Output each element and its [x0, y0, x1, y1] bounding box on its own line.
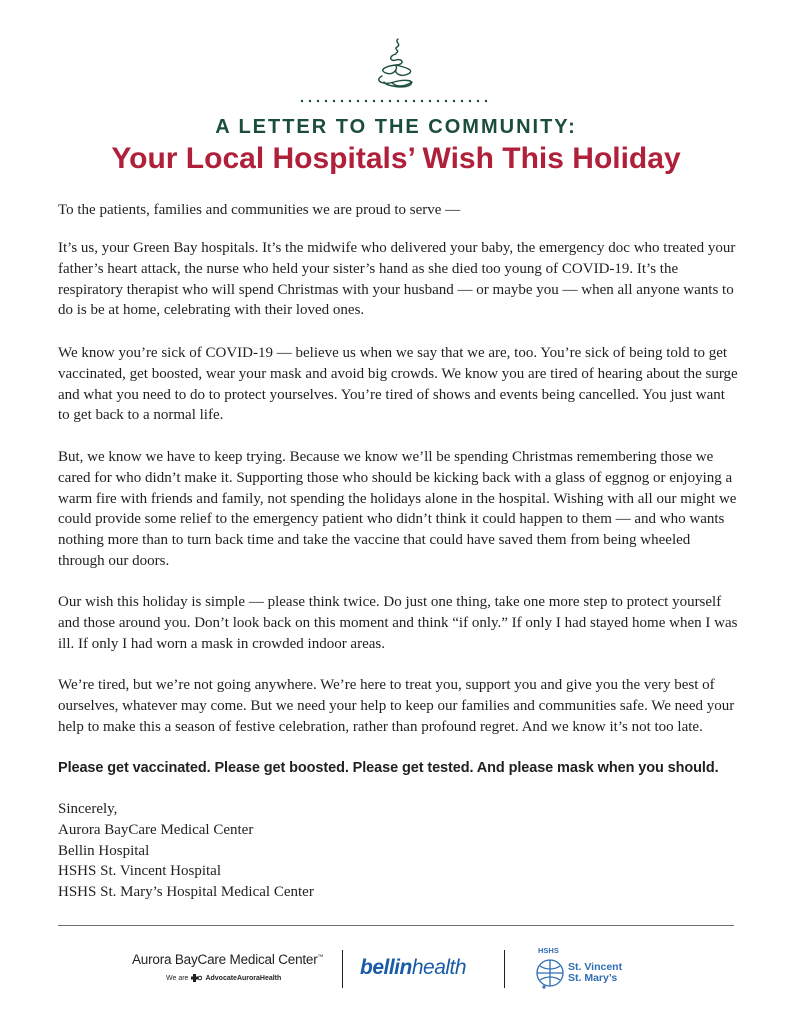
hshs-globe-cross-icon — [534, 956, 566, 990]
logo-separator — [342, 950, 343, 988]
advocate-aurora-cross-icon — [191, 974, 202, 982]
bellin-logo-part2: health — [411, 956, 467, 979]
footer-divider — [58, 925, 734, 926]
paragraph-2: We know you’re sick of COVID-19 — believe us when we say that we are, too. You’re sick of being told to get vaccinated, get boosted, wear your mask and avoid big crowds. We know you are tired of hearing about the surge and what you need to do to protect yourselves. You’re tired of shows and events being cancelled. You just want to get back to a normal life. — [58, 345, 738, 424]
logo-separator — [504, 950, 505, 988]
bellin-logo-part1: bellin — [360, 956, 412, 979]
dotted-divider — [300, 96, 492, 106]
signatory: Aurora BayCare Medical Center — [58, 821, 254, 838]
hshs-label: HSHS — [538, 946, 559, 955]
signatory: HSHS St. Vincent Hospital — [58, 863, 222, 880]
paragraph-1: It’s us, your Green Bay hospitals. It’s the midwife who delivered your baby, the emergency doc who treated your father’s heart attack, the nurse who held your sister’s hand as she died too young of COVID-19. It’s the respiratory therapist who will spend Christmas with your husband — or maybe you — when all anyone wants to do is be at home, celebrating with their loved ones. — [58, 240, 736, 319]
salutation: To the patients, families and communities we are proud to serve — — [58, 202, 461, 218]
call-to-action: Please get vaccinated. Please get boosted. Please get tested. And please mask when you should. — [58, 760, 719, 776]
paragraph-5: We’re tired, but we’re not going anywhere. We’re here to treat you, support you and give you the very best of ourselves, whatever may come. But we need your help to keep our families and communities safe. We need your help to make this a season of festive celebration, rather than profound regret. And we know it’s not too late. — [58, 677, 735, 735]
hshs-line2: St. Mary’s — [568, 972, 618, 984]
hshs-line1: St. Vincent — [568, 961, 623, 973]
aurora-baycare-logo — [130, 950, 330, 990]
aurora-logo-brand: AdvocateAuroraHealth — [205, 974, 282, 982]
letter-kicker: A LETTER TO THE COMMUNITY: — [215, 116, 577, 138]
tree-ornament-icon — [364, 36, 428, 92]
aurora-logo-prefix: We are — [166, 974, 189, 982]
signatory: Bellin Hospital — [58, 842, 150, 859]
aurora-logo-name: Aurora BayCare Medical Center — [132, 952, 318, 967]
letter-headline: Your Local Hospitals’ Wish This Holiday — [111, 142, 681, 175]
aurora-logo-tm: ™ — [317, 954, 324, 961]
paragraph-3: But, we know we have to keep trying. Because we know we’ll be spending Christmas remembering those we cared for who didn’t make it. Supporting those who should be kicking back with a glass of eggnog or enjoying a warm fire with friends and family, not spending the holidays alone in the hospital. Wishing with all our might we could provide some relief to the emergency patient who didn’t think it could happen to them — and who wants nothing more than to turn back time and take the vaccine that could have saved them from being wheeled through our doors. — [58, 449, 737, 569]
hshs-logo — [532, 946, 642, 992]
signatory: HSHS St. Mary’s Hospital Medical Center — [58, 884, 314, 901]
closing: Sincerely, — [58, 801, 118, 817]
bellin-health-logo — [360, 956, 466, 980]
paragraph-4: Our wish this holiday is simple — please think twice. Do just one thing, take one more step to protect yourself and those around you. Don’t look back on this moment and think “if only.” If only I had stayed home when I was ill. If only I had worn a mask in crowded indoor areas. — [58, 594, 738, 652]
signature-block — [58, 799, 738, 903]
